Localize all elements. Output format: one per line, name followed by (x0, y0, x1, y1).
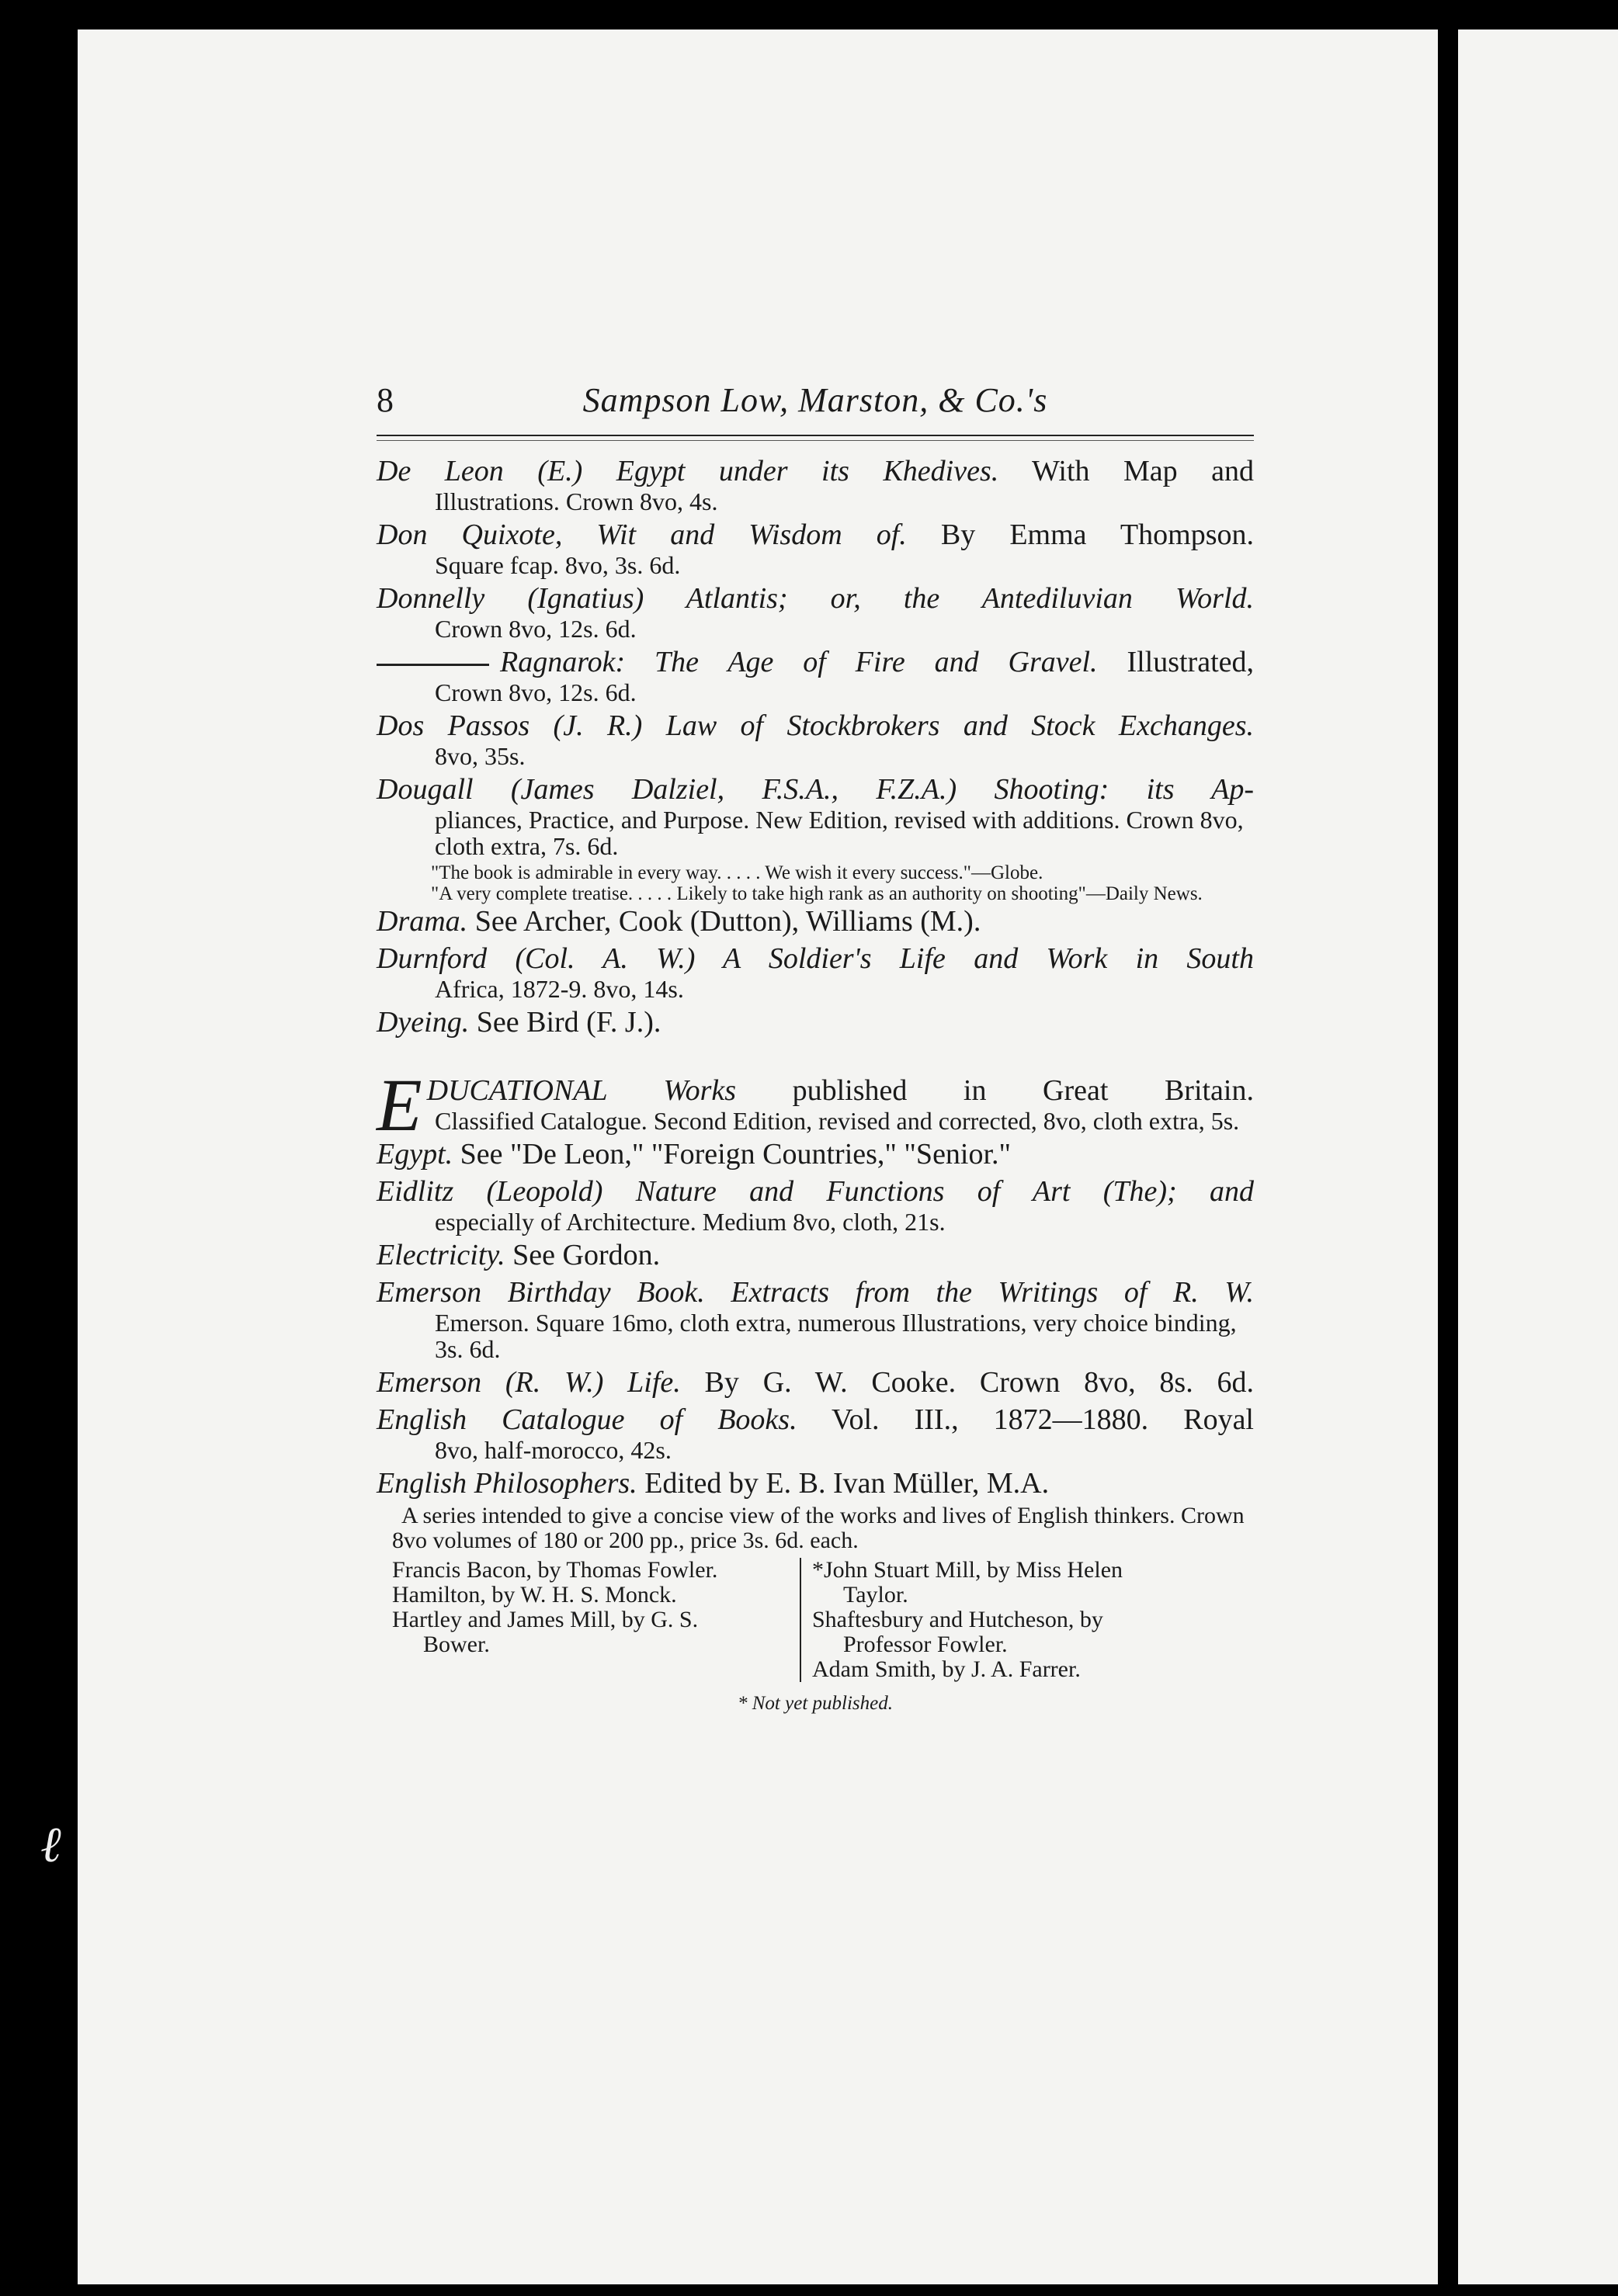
catalogue-entry (377, 1174, 1254, 1235)
entry-details: Classified Catalogue. Second Edition, revised and corrected, 8vo, cloth extra, 5s. (435, 1107, 1240, 1135)
list-item: *John Stuart Mill, by Miss Helen Taylor. (812, 1557, 1123, 1608)
entry-heading: Egypt. See "De Leon," "Foreign Countries," "Senior." (377, 1138, 1012, 1171)
ditto-dash (377, 664, 489, 666)
catalogue-entry (377, 1137, 1254, 1171)
drop-capital: E (377, 1063, 422, 1146)
list-item: Shaftesbury and Hutcheson, by Professor Fowler. (812, 1607, 1103, 1657)
entry-heading: Drama. See Archer, Cook (Dutton), Williams (M.). (377, 905, 981, 938)
entry-details: Crown 8vo, 12s. 6d. (435, 615, 637, 643)
entry-heading: English Catalogue of Books. Vol. III., 1872—1880. Royal (377, 1403, 1254, 1436)
catalogue-entry (377, 942, 1254, 1002)
catalogue-column (377, 454, 1254, 1721)
press-quotes (377, 862, 1254, 904)
entry-details: Crown 8vo, 12s. 6d. (435, 678, 637, 706)
catalogue-entry (377, 518, 1254, 578)
list-item: Francis Bacon, by Thomas Fowler. (392, 1557, 718, 1583)
catalogue-entry (377, 1365, 1254, 1399)
section-spacer (377, 1042, 1254, 1073)
catalogue-entry (377, 1466, 1254, 1500)
catalogue-entry (377, 1238, 1254, 1272)
page-number: 8 (377, 381, 394, 419)
entry-heading: De Leon (E.) Egypt under its Khedives. With Map and (377, 455, 1255, 487)
catalogue-entry (377, 645, 1254, 706)
running-title: Sampson Low, Marston, & Co.'s (582, 381, 1048, 419)
press-quote: "A very complete treatise. . . . . Likely to take high rank as an authority on shooting"—Daily News. (431, 883, 1203, 904)
catalogue-entry (377, 1275, 1254, 1362)
catalogue-entry (377, 772, 1254, 859)
entry-heading: Emerson (R. W.) Life. By G. W. Cooke. Crown 8vo, 8s. 6d. (377, 1366, 1254, 1399)
running-head (377, 380, 1254, 427)
list-item: Hartley and James Mill, by G. S. Bower. (392, 1607, 699, 1657)
header-rule (377, 435, 1254, 441)
facing-page-edge (1458, 29, 1618, 2284)
catalogue-entry (377, 904, 1254, 938)
entry-heading: English Philosophers. Edited by E. B. Ivan Müller, M.A. (377, 1467, 1050, 1500)
entry-heading: Electricity. See Gordon. (377, 1239, 661, 1271)
entry-details: Illustrations. Crown 8vo, 4s. (435, 487, 718, 515)
list-item: Adam Smith, by J. A. Farrer. (812, 1656, 1081, 1682)
entry-details: Africa, 1872-9. 8vo, 14s. (435, 975, 684, 1003)
entry-details: Square fcap. 8vo, 3s. 6d. (435, 551, 681, 579)
scan-artifact-mark: ℓ (40, 1817, 61, 1872)
catalogue-entry (377, 454, 1254, 515)
catalogue-entry (377, 1005, 1254, 1039)
entry-heading: Eidlitz (Leopold) Nature and Functions of Art (The); and (377, 1175, 1254, 1208)
entry-heading: DUCATIONAL Works published in Great Britain. (426, 1074, 1254, 1107)
volume-list-left (377, 1558, 800, 1682)
catalogue-entry (377, 709, 1254, 769)
catalogue-entry (377, 581, 1254, 642)
entry-heading: Durnford (Col. A. W.) A Soldier's Life and Work in South (377, 942, 1254, 975)
entry-details: especially of Architecture. Medium 8vo, cloth, 21s. (435, 1208, 946, 1236)
entry-details: pliances, Practice, and Purpose. New Edition, revised with additions. Crown 8vo, cloth extra, 7s. 6d. (435, 806, 1244, 860)
footnote: * Not yet published. (738, 1693, 893, 1714)
entry-heading: Dyeing. See Bird (F. J.). (377, 1006, 661, 1039)
press-quote: "The book is admirable in every way. . . . . We wish it every success."—Globe. (431, 862, 1043, 883)
volume-list-right (800, 1558, 1254, 1682)
series-description: A series intended to give a concise view of the works and lives of English thinkers. Crown 8vo volumes of 180 or 200 pp., price 3s. 6d. each. (392, 1503, 1245, 1553)
entry-heading: Donnelly (Ignatius) Atlantis; or, the Antediluvian World. (377, 582, 1254, 615)
entry-heading: Dougall (James Dalziel, F.S.A., F.Z.A.) Shooting: its Ap- (377, 773, 1254, 806)
entry-details: 8vo, half-morocco, 42s. (435, 1436, 672, 1464)
entry-heading: Dos Passos (J. R.) Law of Stockbrokers and Stock Exchanges. (377, 709, 1254, 742)
entry-details: 8vo, 35s. (435, 742, 526, 770)
catalogue-entry-educational (377, 1063, 1254, 1146)
list-item: Hamilton, by W. H. S. Monck. (392, 1582, 677, 1608)
entry-heading: Emerson Birthday Book. Extracts from the Writings of R. W. (377, 1276, 1254, 1309)
catalogue-entry (377, 1403, 1254, 1463)
entry-heading: Ragnarok: The Age of Fire and Gravel. Illustrated, (377, 645, 1254, 679)
entry-details: Emerson. Square 16mo, cloth extra, numerous Illustrations, very choice binding, 3s. 6d. (435, 1309, 1237, 1363)
series-volume-list (377, 1558, 1254, 1682)
entry-heading: Don Quixote, Wit and Wisdom of. By Emma Thompson. (377, 519, 1254, 551)
